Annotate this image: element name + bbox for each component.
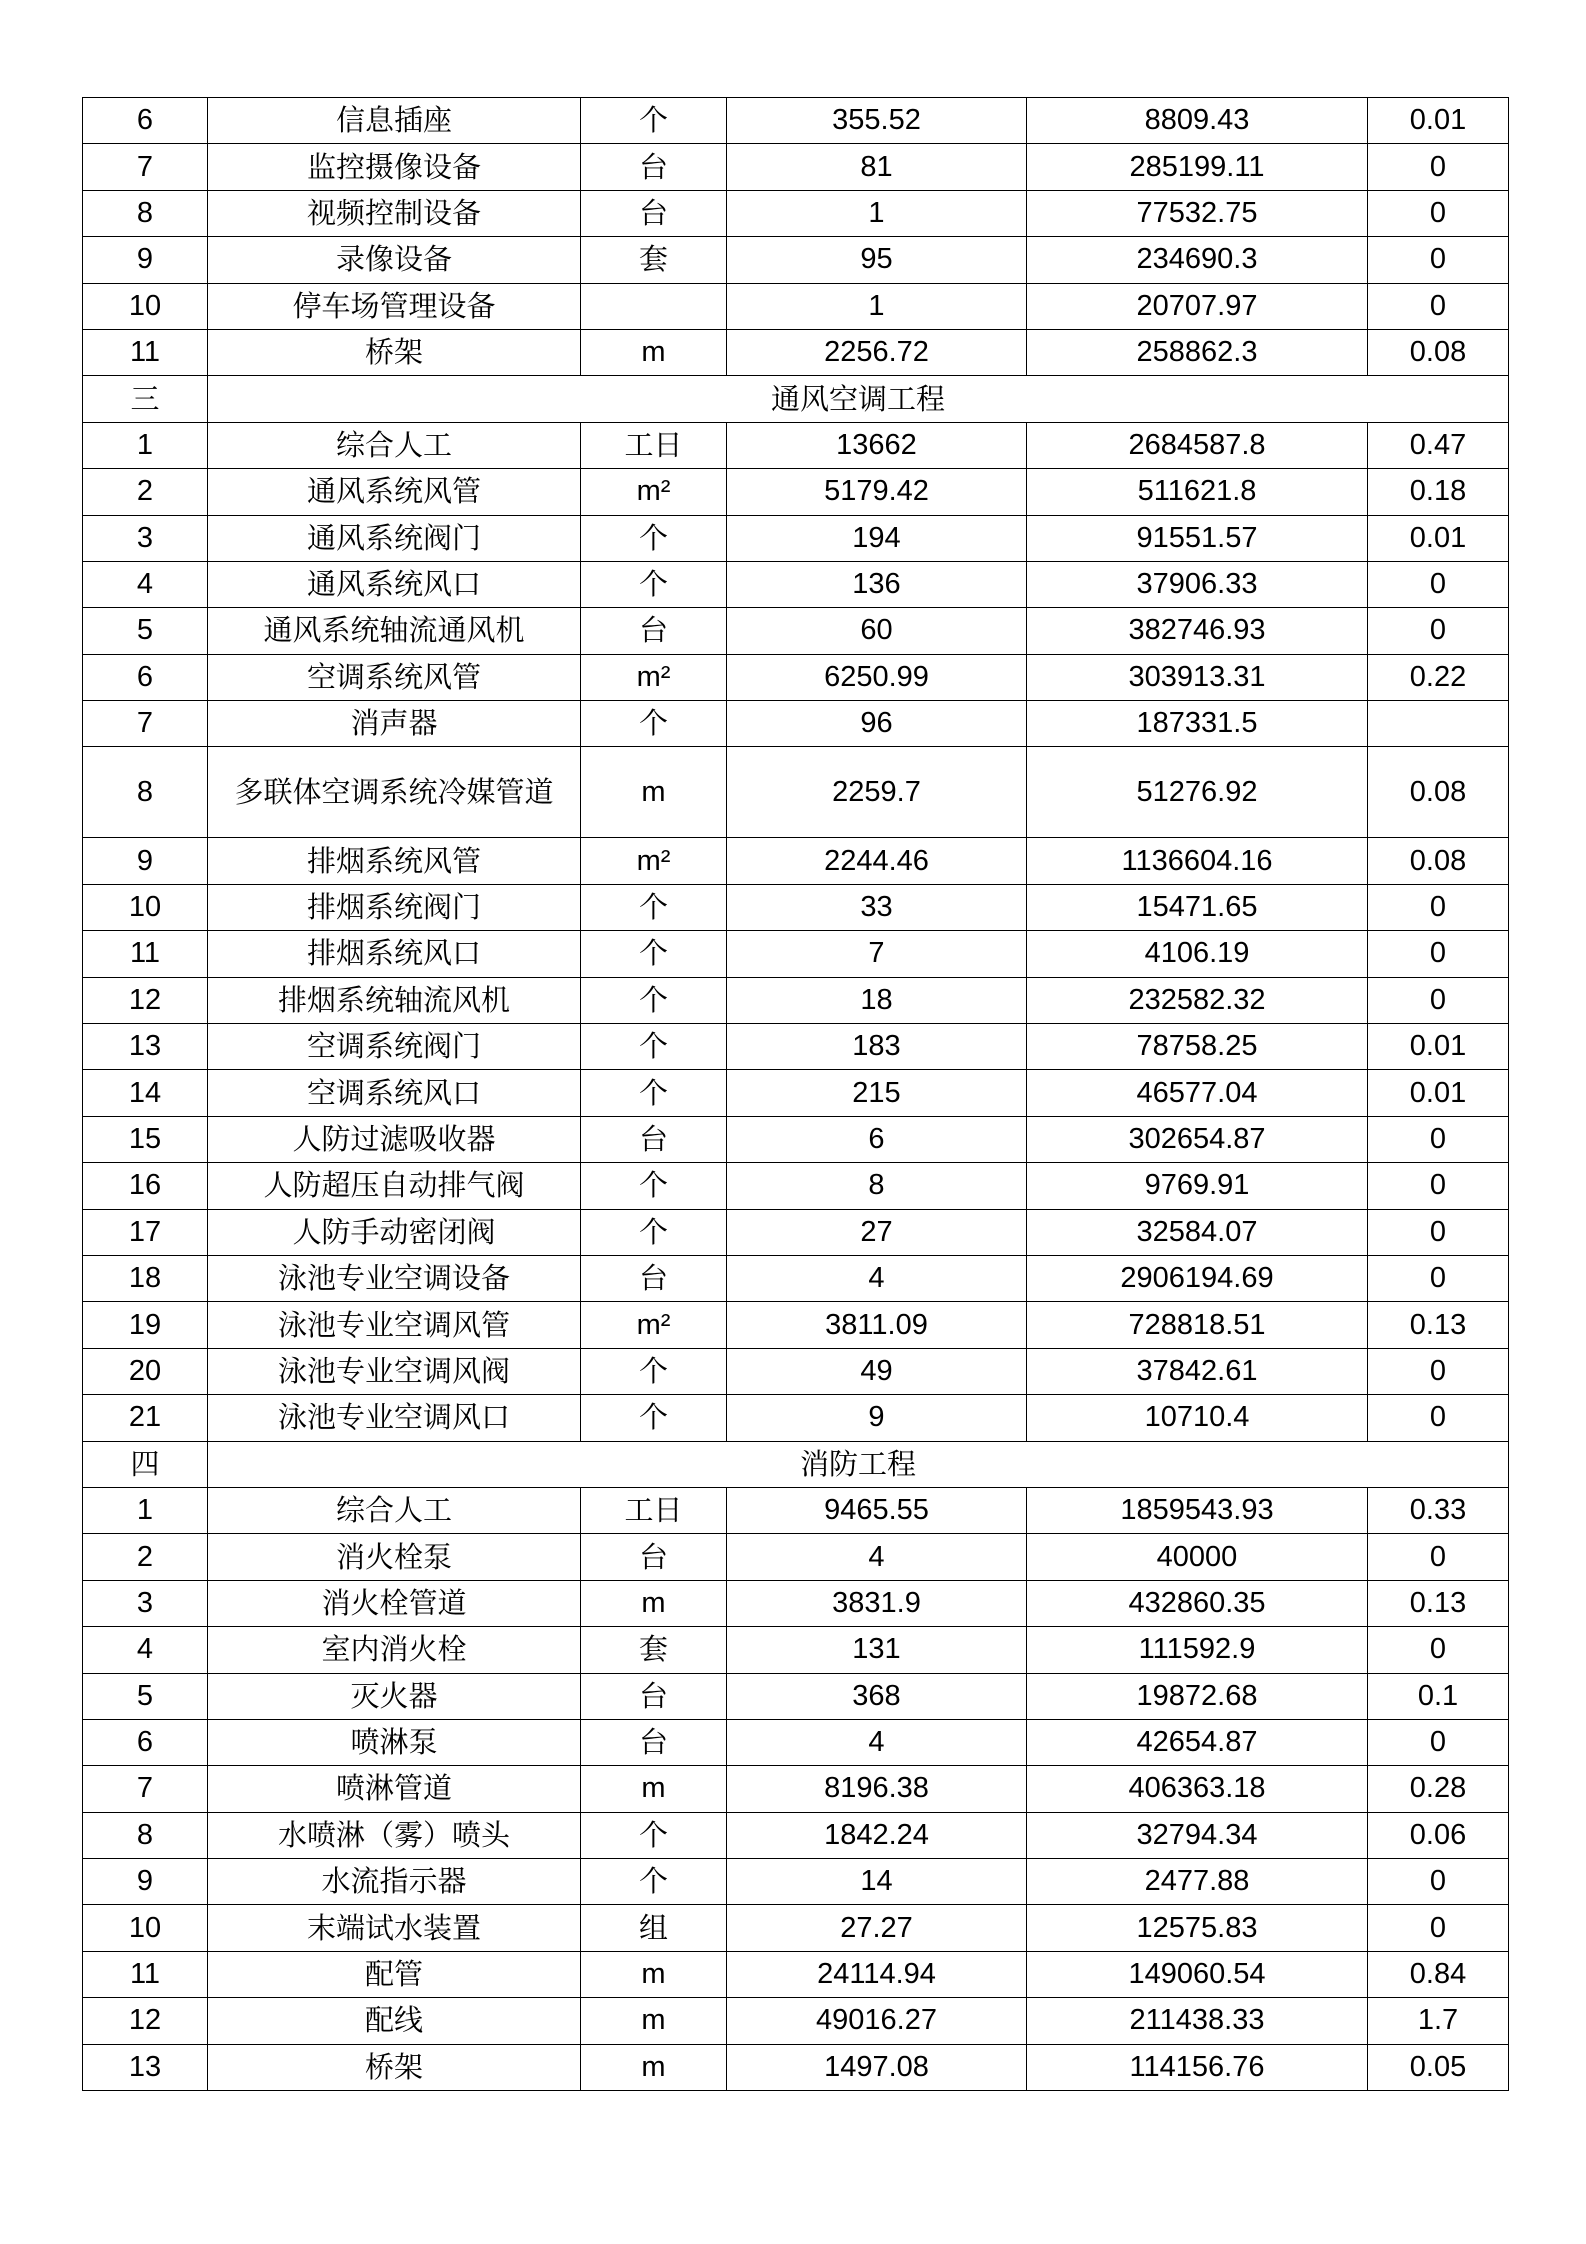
item-quantity: 13662 [727,422,1027,468]
item-name: 信息插座 [208,98,581,144]
item-unit: m [581,329,727,375]
item-name: 视频控制设备 [208,190,581,236]
item-ratio: 0.47 [1368,422,1509,468]
item-ratio: 0 [1368,1395,1509,1441]
item-ratio: 0.18 [1368,469,1509,515]
item-ratio: 0.08 [1368,838,1509,884]
item-ratio: 0.84 [1368,1951,1509,1997]
item-name: 空调系统风管 [208,654,581,700]
item-number: 11 [83,931,208,977]
table-row [83,701,1509,747]
item-name: 末端试水装置 [208,1905,581,1951]
table-row [83,1348,1509,1394]
table-row [83,1905,1509,1951]
item-amount: 2477.88 [1027,1859,1368,1905]
item-amount: 91551.57 [1027,515,1368,561]
item-number: 10 [83,884,208,930]
item-quantity: 4 [727,1255,1027,1301]
item-unit: 套 [581,237,727,283]
item-name: 配线 [208,1998,581,2044]
table-row [83,1580,1509,1626]
item-amount: 42654.87 [1027,1719,1368,1765]
table-row [83,1627,1509,1673]
table-row [83,1395,1509,1441]
item-quantity: 355.52 [727,98,1027,144]
item-amount: 432860.35 [1027,1580,1368,1626]
item-name: 综合人工 [208,1487,581,1533]
item-name: 人防超压自动排气阀 [208,1163,581,1209]
item-amount: 302654.87 [1027,1116,1368,1162]
item-ratio: 0 [1368,1859,1509,1905]
item-quantity: 1497.08 [727,2044,1027,2090]
item-number: 2 [83,469,208,515]
item-amount: 234690.3 [1027,237,1368,283]
item-unit: m [581,747,727,838]
item-name: 综合人工 [208,422,581,468]
section-header-row [83,376,1509,422]
table-row [83,329,1509,375]
item-ratio: 0.28 [1368,1766,1509,1812]
item-quantity: 136 [727,561,1027,607]
item-unit: 工日 [581,1487,727,1533]
item-quantity: 33 [727,884,1027,930]
item-ratio: 0 [1368,1719,1509,1765]
item-amount: 37842.61 [1027,1348,1368,1394]
item-quantity: 1 [727,283,1027,329]
item-quantity: 2259.7 [727,747,1027,838]
item-quantity: 3831.9 [727,1580,1027,1626]
item-unit: 个 [581,515,727,561]
table-row [83,515,1509,561]
item-name: 桥架 [208,329,581,375]
item-number: 8 [83,747,208,838]
item-ratio: 0 [1368,237,1509,283]
item-unit: 个 [581,1395,727,1441]
item-name: 泳池专业空调风阀 [208,1348,581,1394]
table-row [83,1255,1509,1301]
item-name: 通风系统风管 [208,469,581,515]
table-row [83,654,1509,700]
item-unit: 台 [581,1534,727,1580]
item-ratio: 0 [1368,608,1509,654]
item-unit: 个 [581,1163,727,1209]
table-row [83,422,1509,468]
item-quantity: 27 [727,1209,1027,1255]
item-ratio: 0.1 [1368,1673,1509,1719]
item-unit: 个 [581,701,727,747]
item-quantity: 1 [727,190,1027,236]
section-number: 四 [83,1441,208,1487]
item-quantity: 49 [727,1348,1027,1394]
item-quantity: 6250.99 [727,654,1027,700]
table-row [83,144,1509,190]
table-row [83,190,1509,236]
item-number: 6 [83,98,208,144]
item-quantity: 81 [727,144,1027,190]
item-amount: 2684587.8 [1027,422,1368,468]
item-ratio: 0.01 [1368,1024,1509,1070]
item-amount: 382746.93 [1027,608,1368,654]
item-number: 11 [83,1951,208,1997]
item-unit: m [581,2044,727,2090]
item-ratio: 0 [1368,1534,1509,1580]
item-ratio: 0.13 [1368,1580,1509,1626]
item-number: 7 [83,144,208,190]
table-row [83,1534,1509,1580]
item-unit: 台 [581,608,727,654]
item-unit: 台 [581,1673,727,1719]
item-name: 泳池专业空调风口 [208,1395,581,1441]
item-name: 水喷淋（雾）喷头 [208,1812,581,1858]
item-amount: 12575.83 [1027,1905,1368,1951]
item-name: 空调系统阀门 [208,1024,581,1070]
item-number: 6 [83,1719,208,1765]
item-ratio: 0.01 [1368,515,1509,561]
item-ratio: 1.7 [1368,1998,1509,2044]
item-amount: 10710.4 [1027,1395,1368,1441]
item-unit: 个 [581,977,727,1023]
item-unit: 个 [581,1348,727,1394]
item-number: 13 [83,1024,208,1070]
table-row [83,608,1509,654]
item-quantity: 183 [727,1024,1027,1070]
item-name: 室内消火栓 [208,1627,581,1673]
item-name: 喷淋泵 [208,1719,581,1765]
item-quantity: 95 [727,237,1027,283]
item-number: 14 [83,1070,208,1116]
item-name: 录像设备 [208,237,581,283]
table-row [83,931,1509,977]
item-amount: 32584.07 [1027,1209,1368,1255]
item-quantity: 7 [727,931,1027,977]
item-number: 6 [83,654,208,700]
item-number: 20 [83,1348,208,1394]
item-ratio: 0 [1368,283,1509,329]
item-number: 10 [83,1905,208,1951]
item-quantity: 8196.38 [727,1766,1027,1812]
table-row [83,838,1509,884]
item-ratio: 0.05 [1368,2044,1509,2090]
item-ratio: 0 [1368,1163,1509,1209]
item-quantity: 215 [727,1070,1027,1116]
item-unit: m [581,1998,727,2044]
item-amount: 303913.31 [1027,654,1368,700]
item-quantity: 131 [727,1627,1027,1673]
item-number: 21 [83,1395,208,1441]
table-row [83,561,1509,607]
item-amount: 4106.19 [1027,931,1368,977]
item-unit: 个 [581,98,727,144]
item-number: 9 [83,1859,208,1905]
item-unit: 个 [581,884,727,930]
item-unit: 台 [581,144,727,190]
table-row [83,747,1509,838]
table-row [83,1673,1509,1719]
section-header-row [83,1441,1509,1487]
table-row [83,1209,1509,1255]
item-quantity: 18 [727,977,1027,1023]
item-number: 16 [83,1163,208,1209]
table-row [83,2044,1509,2090]
item-name: 配管 [208,1951,581,1997]
table-row [83,1812,1509,1858]
item-quantity: 60 [727,608,1027,654]
item-number: 4 [83,561,208,607]
table-row [83,1766,1509,1812]
item-name: 通风系统轴流通风机 [208,608,581,654]
item-number: 11 [83,329,208,375]
item-amount: 114156.76 [1027,2044,1368,2090]
table-row [83,98,1509,144]
table-row [83,977,1509,1023]
item-amount: 285199.11 [1027,144,1368,190]
table-row [83,1163,1509,1209]
item-number: 8 [83,190,208,236]
section-number: 三 [83,376,208,422]
item-number: 9 [83,838,208,884]
item-amount: 406363.18 [1027,1766,1368,1812]
item-amount: 46577.04 [1027,1070,1368,1116]
item-quantity: 96 [727,701,1027,747]
item-ratio: 0 [1368,1255,1509,1301]
item-number: 17 [83,1209,208,1255]
item-amount: 511621.8 [1027,469,1368,515]
cost-table [82,97,1509,2091]
table-row [83,1998,1509,2044]
item-ratio: 0 [1368,561,1509,607]
item-name: 消火栓泵 [208,1534,581,1580]
item-quantity: 9 [727,1395,1027,1441]
item-ratio: 0.08 [1368,329,1509,375]
item-amount: 258862.3 [1027,329,1368,375]
item-amount: 20707.97 [1027,283,1368,329]
item-number: 1 [83,1487,208,1533]
table-row [83,1859,1509,1905]
item-amount: 1859543.93 [1027,1487,1368,1533]
item-amount: 15471.65 [1027,884,1368,930]
section-title: 消防工程 [208,1441,1509,1487]
item-quantity: 24114.94 [727,1951,1027,1997]
item-quantity: 14 [727,1859,1027,1905]
item-name: 泳池专业空调设备 [208,1255,581,1301]
item-quantity: 49016.27 [727,1998,1027,2044]
item-quantity: 1842.24 [727,1812,1027,1858]
item-ratio: 0 [1368,190,1509,236]
item-number: 10 [83,283,208,329]
item-amount: 149060.54 [1027,1951,1368,1997]
item-ratio [1368,701,1509,747]
item-unit: 个 [581,1209,727,1255]
item-unit: m² [581,1302,727,1348]
item-ratio: 0 [1368,1116,1509,1162]
table-body [83,98,1509,2091]
item-number: 13 [83,2044,208,2090]
item-amount: 111592.9 [1027,1627,1368,1673]
item-name: 桥架 [208,2044,581,2090]
table-row [83,1487,1509,1533]
item-name: 人防手动密闭阀 [208,1209,581,1255]
item-quantity: 9465.55 [727,1487,1027,1533]
item-name: 通风系统阀门 [208,515,581,561]
item-number: 2 [83,1534,208,1580]
item-name: 排烟系统阀门 [208,884,581,930]
item-number: 7 [83,1766,208,1812]
item-amount: 187331.5 [1027,701,1368,747]
item-unit: 工日 [581,422,727,468]
section-title: 通风空调工程 [208,376,1509,422]
item-amount: 211438.33 [1027,1998,1368,2044]
table-row [83,469,1509,515]
item-ratio: 0 [1368,884,1509,930]
item-name: 喷淋管道 [208,1766,581,1812]
item-number: 15 [83,1116,208,1162]
item-quantity: 2256.72 [727,329,1027,375]
item-ratio: 0 [1368,1348,1509,1394]
item-unit: 个 [581,1859,727,1905]
item-name: 多联体空调系统冷媒管道 [208,747,581,838]
table-row [83,1719,1509,1765]
item-number: 12 [83,977,208,1023]
item-ratio: 0 [1368,1627,1509,1673]
item-unit [581,283,727,329]
item-quantity: 5179.42 [727,469,1027,515]
item-quantity: 4 [727,1719,1027,1765]
item-name: 停车场管理设备 [208,283,581,329]
item-unit: m² [581,469,727,515]
item-unit: 台 [581,1116,727,1162]
item-ratio: 0.22 [1368,654,1509,700]
item-quantity: 2244.46 [727,838,1027,884]
table-row [83,237,1509,283]
item-unit: m [581,1580,727,1626]
item-unit: m² [581,838,727,884]
item-quantity: 3811.09 [727,1302,1027,1348]
item-unit: 台 [581,1255,727,1301]
item-number: 5 [83,608,208,654]
item-ratio: 0 [1368,977,1509,1023]
item-number: 9 [83,237,208,283]
item-unit: 台 [581,1719,727,1765]
item-amount: 32794.34 [1027,1812,1368,1858]
item-unit: 个 [581,931,727,977]
item-unit: 套 [581,1627,727,1673]
item-unit: m [581,1766,727,1812]
item-number: 3 [83,1580,208,1626]
item-amount: 1136604.16 [1027,838,1368,884]
item-ratio: 0.08 [1368,747,1509,838]
item-name: 消声器 [208,701,581,747]
item-ratio: 0.13 [1368,1302,1509,1348]
item-amount: 51276.92 [1027,747,1368,838]
item-name: 排烟系统风口 [208,931,581,977]
item-amount: 8809.43 [1027,98,1368,144]
item-name: 灭火器 [208,1673,581,1719]
item-name: 消火栓管道 [208,1580,581,1626]
item-name: 通风系统风口 [208,561,581,607]
item-ratio: 0.33 [1368,1487,1509,1533]
item-name: 空调系统风口 [208,1070,581,1116]
item-ratio: 0.01 [1368,1070,1509,1116]
item-number: 4 [83,1627,208,1673]
item-amount: 19872.68 [1027,1673,1368,1719]
item-ratio: 0.06 [1368,1812,1509,1858]
item-quantity: 27.27 [727,1905,1027,1951]
item-ratio: 0.01 [1368,98,1509,144]
item-ratio: 0 [1368,1905,1509,1951]
item-number: 3 [83,515,208,561]
item-name: 监控摄像设备 [208,144,581,190]
item-quantity: 194 [727,515,1027,561]
item-number: 12 [83,1998,208,2044]
item-unit: m [581,1951,727,1997]
table-row [83,884,1509,930]
item-unit: 个 [581,1070,727,1116]
item-number: 7 [83,701,208,747]
item-amount: 232582.32 [1027,977,1368,1023]
item-unit: m² [581,654,727,700]
item-amount: 2906194.69 [1027,1255,1368,1301]
item-unit: 个 [581,1812,727,1858]
table-row [83,1116,1509,1162]
item-amount: 9769.91 [1027,1163,1368,1209]
item-unit: 个 [581,1024,727,1070]
item-ratio: 0 [1368,1209,1509,1255]
item-amount: 728818.51 [1027,1302,1368,1348]
item-number: 1 [83,422,208,468]
item-unit: 组 [581,1905,727,1951]
item-name: 排烟系统轴流风机 [208,977,581,1023]
table-row [83,1951,1509,1997]
table-row [83,283,1509,329]
item-number: 18 [83,1255,208,1301]
item-unit: 个 [581,561,727,607]
item-amount: 37906.33 [1027,561,1368,607]
item-number: 8 [83,1812,208,1858]
item-name: 水流指示器 [208,1859,581,1905]
table-row [83,1302,1509,1348]
item-number: 5 [83,1673,208,1719]
item-quantity: 8 [727,1163,1027,1209]
item-quantity: 6 [727,1116,1027,1162]
table-row [83,1024,1509,1070]
item-name: 泳池专业空调风管 [208,1302,581,1348]
table-row [83,1070,1509,1116]
item-ratio: 0 [1368,144,1509,190]
item-amount: 78758.25 [1027,1024,1368,1070]
item-quantity: 4 [727,1534,1027,1580]
item-amount: 40000 [1027,1534,1368,1580]
item-name: 排烟系统风管 [208,838,581,884]
item-number: 19 [83,1302,208,1348]
item-quantity: 368 [727,1673,1027,1719]
item-ratio: 0 [1368,931,1509,977]
item-amount: 77532.75 [1027,190,1368,236]
item-unit: 台 [581,190,727,236]
item-name: 人防过滤吸收器 [208,1116,581,1162]
